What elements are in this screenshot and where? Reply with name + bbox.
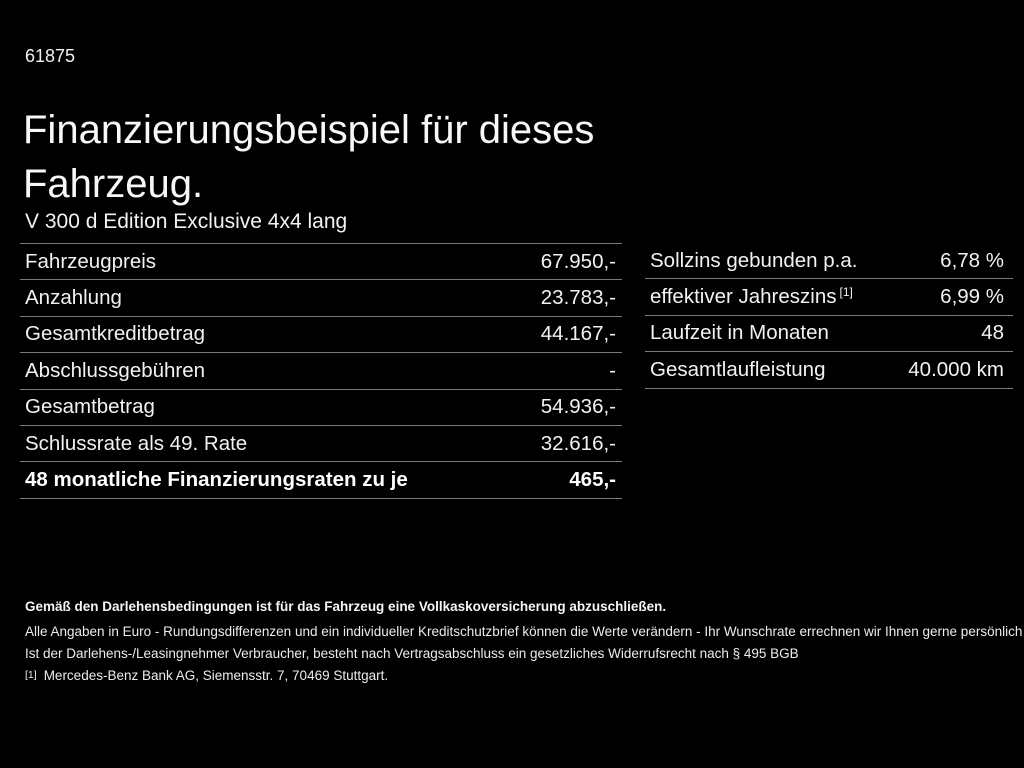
finance-row-label: Fahrzeugpreis (25, 249, 157, 273)
disclaimer-line-2: Ist der Darlehens-/Leasingnehmer Verbraucher, besteht nach Vertragsabschluss ein gesetzliches Widerrufsrecht nach § 495 BGB (25, 646, 799, 661)
condition-row-label: Gesamtlaufleistung (650, 357, 826, 381)
footnote (25, 668, 1010, 683)
finance-row-value: 23.783,- (540, 286, 616, 310)
finance-row-abschlussgebuehren (20, 353, 622, 389)
condition-row-value: 48 (981, 321, 1004, 345)
condition-row-label: Sollzins gebunden p.a. (650, 248, 858, 272)
finance-row-label: Abschlussgebühren (25, 358, 206, 382)
finance-row-gesamtbetrag (20, 390, 622, 426)
finance-row-gesamtkreditbetrag (20, 317, 622, 353)
finance-row-label: Gesamtbetrag (25, 395, 155, 419)
finance-row-label: Gesamtkreditbetrag (25, 322, 206, 346)
conditions-table (645, 243, 1013, 389)
finance-row-label: 48 monatliche Finanzierungsraten zu je (25, 468, 408, 492)
finance-table (20, 243, 622, 499)
finance-row-value: 67.950,- (540, 249, 616, 273)
finance-row-label: Schlussrate als 49. Rate (25, 431, 248, 455)
footnote-marker: [1] (25, 669, 37, 681)
condition-row-laufzeit (645, 316, 1013, 352)
page-title: Finanzierungsbeispiel für dieses Fahrzeug. (23, 107, 595, 206)
condition-row-label-text: effektiver Jahreszins (650, 285, 837, 309)
finance-row-value: 44.167,- (540, 322, 616, 346)
condition-row-label: Laufzeit in Monaten (650, 321, 829, 345)
offer-id: 61875 (25, 46, 76, 66)
insurance-note: Gemäß den Darlehensbedingungen ist für das Fahrzeug eine Vollkaskoversicherung abzuschließen. (25, 599, 667, 614)
finance-row-anzahlung (20, 280, 622, 316)
finance-row-value: 54.936,- (540, 395, 616, 419)
finance-row-monatsrate (20, 462, 622, 498)
finance-row-value: - (609, 358, 616, 382)
condition-row-value: 6,78 % (940, 248, 1004, 272)
finance-row-value: 32.616,- (540, 431, 616, 455)
condition-row-effektiver-jahreszins (645, 279, 1013, 315)
disclaimer-line-1: Alle Angaben in Euro - Rundungsdifferenzen und ein individueller Kreditschutzbrief können die Werte verändern - Ihr Wunschrate errechnen wir Ihnen gerne persönlich (25, 624, 1023, 639)
finance-row-schlussrate (20, 426, 622, 462)
finance-row-label: Anzahlung (25, 286, 122, 310)
condition-row-value: 40.000 km (908, 357, 1004, 381)
finance-row-fahrzeugpreis (20, 244, 622, 280)
footnote-reference-mark: [1] (839, 285, 853, 300)
condition-row-label (645, 285, 853, 309)
vehicle-name: V 300 d Edition Exclusive 4x4 lang (25, 210, 348, 233)
footnote-text: Mercedes-Benz Bank AG, Siemensstr. 7, 70469 Stuttgart. (43, 668, 389, 683)
condition-row-gesamtlaufleistung (645, 352, 1013, 388)
finance-row-value: 465,- (569, 468, 616, 492)
condition-row-value: 6,99 % (940, 285, 1004, 309)
condition-row-sollzins (645, 243, 1013, 279)
